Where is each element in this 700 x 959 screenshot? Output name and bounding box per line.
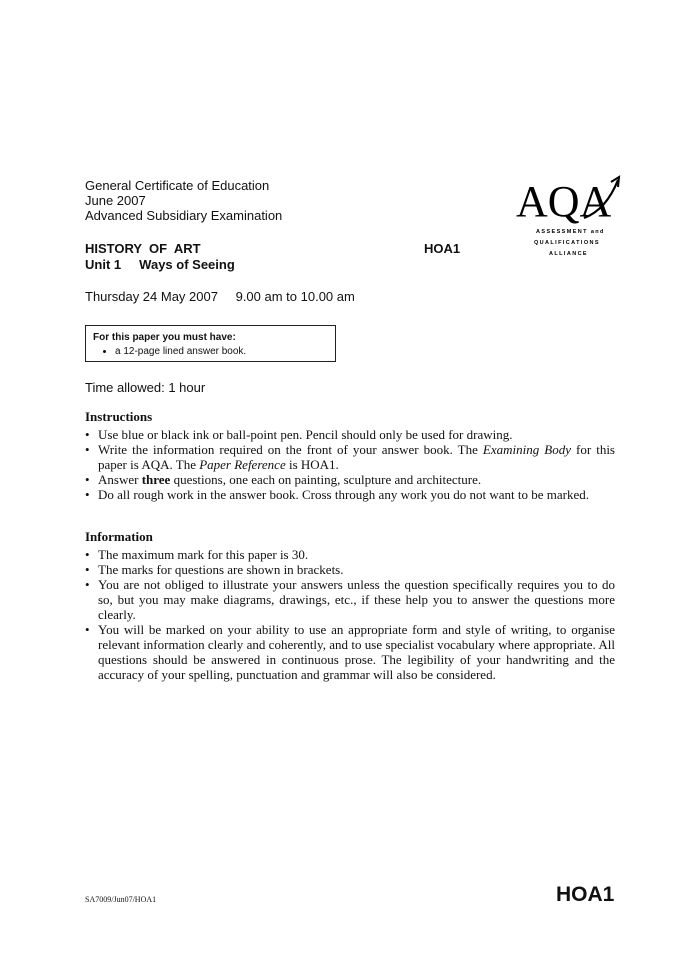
information-list: [85, 547, 615, 682]
exam-date: Thursday 24 May 2007: [85, 289, 218, 304]
instruction-item: • Use blue or black ink or ball-point pen. Pencil should only be used for drawing.: [98, 427, 615, 442]
subject-title: HISTORY OF ART: [85, 241, 201, 256]
materials-box-title: For this paper you must have:: [93, 332, 236, 343]
instructions-section: [85, 409, 615, 502]
instructions-heading: Instructions: [85, 409, 153, 424]
exam-header: [85, 178, 282, 223]
session-line: June 2007: [85, 193, 146, 208]
information-section: [85, 529, 615, 682]
information-item: • The maximum mark for this paper is 30.: [98, 547, 615, 562]
exam-level-line: Advanced Subsidiary Examination: [85, 208, 283, 223]
materials-box: [85, 325, 336, 362]
aqa-logo-sub-1: ASSESSMENT and: [536, 229, 605, 235]
qualification-line: General Certificate of Education: [85, 178, 270, 193]
instruction-item: • Write the information required on the front of your answer book. The Examining Body for this paper is AQA. The Paper Reference is HOA1.: [98, 442, 615, 472]
aqa-logo: [514, 172, 624, 264]
subject-block: [85, 241, 235, 273]
time-allowed: Time allowed: 1 hour: [85, 380, 206, 395]
aqa-logo-sub-2: QUALIFICATIONS: [534, 240, 600, 246]
instruction-item: • Do all rough work in the answer book. Cross through any work you do not want to be marked.: [98, 487, 615, 502]
aqa-logo-text: AQA: [516, 177, 612, 226]
instructions-list: [85, 427, 615, 502]
exam-datetime: [85, 289, 355, 304]
exam-time: 9.00 am to 10.00 am: [235, 289, 355, 304]
materials-list: [93, 346, 335, 358]
footer-code: SA7009/Jun07/HOA1: [85, 895, 157, 904]
paper-reference: HOA1: [424, 241, 461, 256]
footer-paper-reference: HOA1: [556, 883, 615, 906]
aqa-logo-sub-3: ALLIANCE: [549, 251, 589, 257]
materials-item: • a 12-page lined answer book.: [115, 346, 335, 358]
information-heading: Information: [85, 529, 153, 544]
information-item: • You will be marked on your ability to use an appropriate form and style of writing, to organise relevant information clearly and coherently, and to use specialist vocabulary where appropriate. All questions should be answered in continuous prose. The legibility of your handwriting and the accuracy of your spelling, punctuation and grammar will also be considered.: [98, 622, 615, 682]
aqa-logo-graphic: [514, 172, 624, 264]
information-item: • You are not obliged to illustrate your answers unless the question specifically requires you to do so, but you may make diagrams, drawings, etc., if these help you to answer the questions more clearly.: [98, 577, 615, 622]
instruction-item: • Answer three questions, one each on painting, sculpture and architecture.: [98, 472, 615, 487]
information-item: • The marks for questions are shown in brackets.: [98, 562, 615, 577]
unit-title: Unit 1 Ways of Seeing: [85, 257, 235, 272]
